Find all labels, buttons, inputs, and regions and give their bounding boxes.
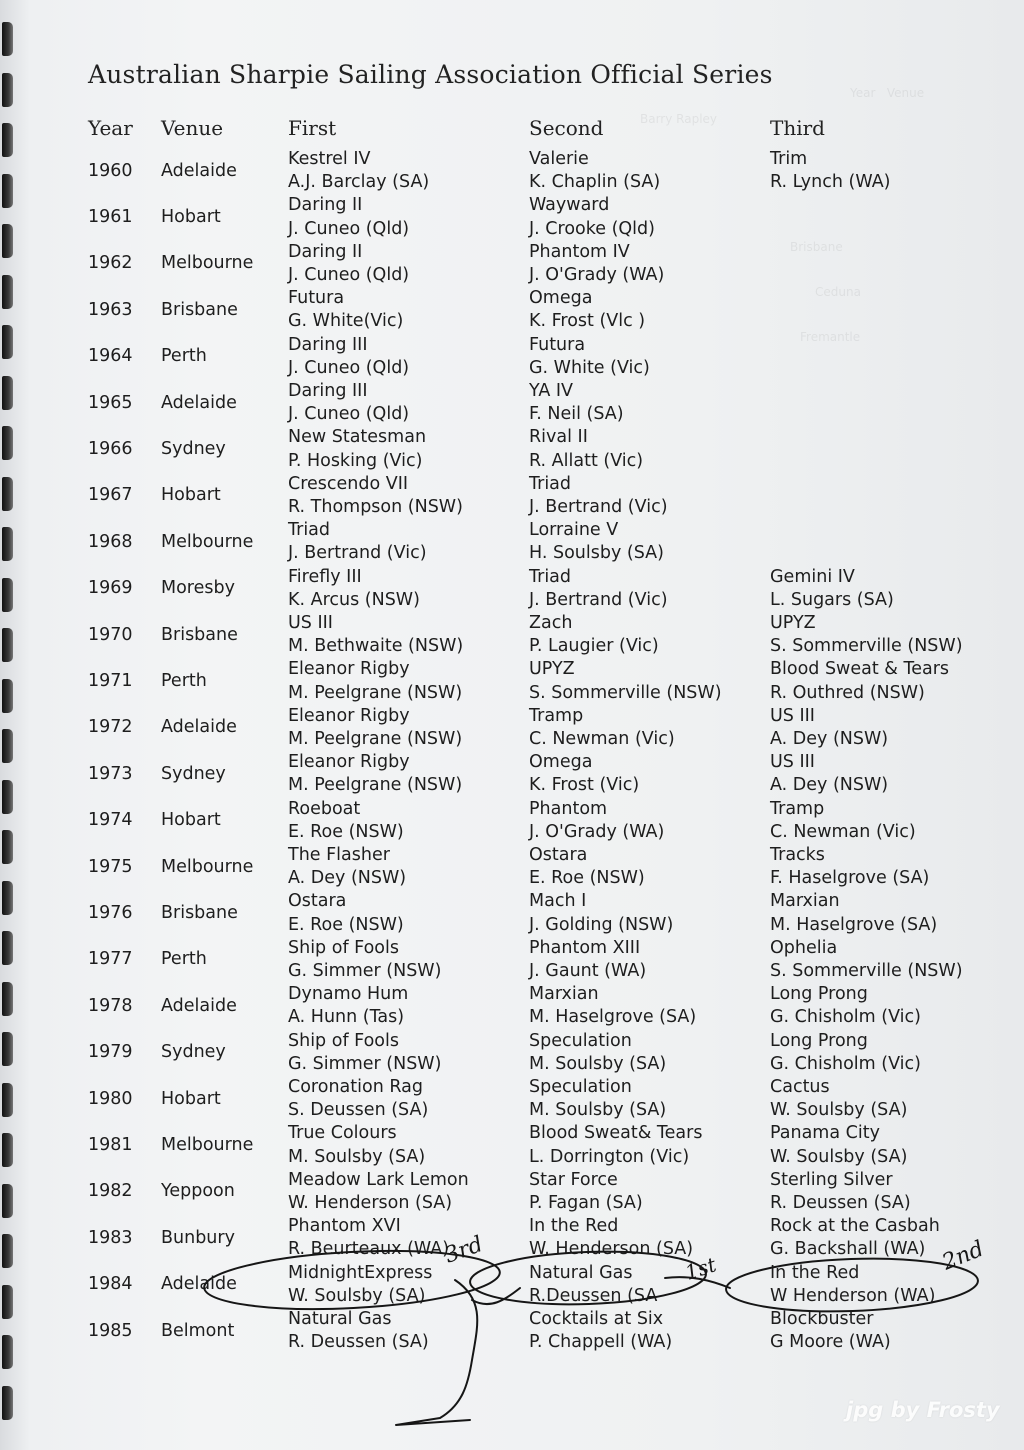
cell-third-skipper: G. Chisholm (Vic) <box>770 1053 921 1074</box>
cell-year: 1980 <box>88 1088 133 1109</box>
mark-third-circle: 2nd <box>938 1236 988 1276</box>
header-third: Third <box>770 116 825 140</box>
cell-first-boat: The Flasher <box>288 845 390 865</box>
cell-second-boat: Speculation <box>529 1030 632 1051</box>
cell-first-boat: Ostara <box>288 891 347 912</box>
cell-third-skipper: S. Sommerville (NSW) <box>770 636 963 657</box>
cell-first-skipper: A. Dey (NSW) <box>288 868 407 889</box>
cell-venue: Perth <box>161 949 207 970</box>
cell-third-skipper: R. Deussen (SA) <box>770 1192 911 1213</box>
cell-second-boat: UPYZ <box>529 659 575 680</box>
cell-first-boat: Eleanor Rigby <box>288 705 410 726</box>
cell-second-skipper: M. Soulsby (SA) <box>529 1100 667 1121</box>
cell-third-boat: Long Prong <box>770 1030 868 1051</box>
cell-third-boat: Cactus <box>770 1077 830 1097</box>
cell-first-boat: Futura <box>288 288 345 309</box>
cell-second-boat: Phantom XIII <box>529 937 641 958</box>
cell-first-skipper: E. Roe (NSW) <box>288 821 404 842</box>
cell-year: 1981 <box>88 1134 133 1155</box>
cell-third-boat: Tracks <box>770 845 825 865</box>
cell-second-skipper: R. Allatt (Vic) <box>529 450 644 471</box>
cell-third-boat: Sterling Silver <box>770 1169 893 1190</box>
cell-second-skipper: W. Henderson (SA) <box>529 1239 694 1260</box>
cell-second-skipper: K. Frost (Vic) <box>529 775 640 796</box>
cell-third-skipper: S. Sommerville (NSW) <box>770 960 963 981</box>
cell-year: 1970 <box>88 624 133 645</box>
cell-year: 1960 <box>88 160 133 181</box>
cell-second-skipper: J. O'Grady (WA) <box>529 264 665 285</box>
cell-second-skipper: M. Haselgrove (SA) <box>529 1007 697 1028</box>
cell-third-boat: Ophelia <box>770 937 838 958</box>
cell-second-boat: Phantom IV <box>529 241 630 262</box>
cell-third-boat: Blood Sweat & Tears <box>770 659 950 680</box>
cell-third-boat: Blockbuster <box>770 1309 874 1329</box>
cell-first-skipper: G. White(Vic) <box>288 311 404 332</box>
cell-year: 1984 <box>88 1274 133 1295</box>
cell-year: 1972 <box>88 717 133 738</box>
cell-third-skipper: C. Newman (Vic) <box>770 821 916 842</box>
cell-year: 1975 <box>88 856 133 877</box>
cell-second-boat: Wayward <box>529 195 610 216</box>
cell-year: 1966 <box>88 438 133 459</box>
cell-third-skipper: R. Outhred (NSW) <box>770 682 925 703</box>
cell-first-skipper: A.J. Barclay (SA) <box>288 172 430 193</box>
cell-first-skipper: M. Soulsby (SA) <box>288 1146 426 1167</box>
cell-first-skipper: M. Peelgrane (NSW) <box>288 682 463 703</box>
cell-first-boat: Natural Gas <box>288 1309 392 1329</box>
cell-first-boat: Crescendo VII <box>288 473 409 494</box>
cell-third-skipper: G. Backshall (WA) <box>770 1239 926 1260</box>
cell-year: 1965 <box>88 392 133 413</box>
cell-second-skipper: S. Sommerville (NSW) <box>529 682 722 703</box>
cell-venue: Adelaide <box>161 160 237 181</box>
cell-second-skipper: L. Dorrington (Vic) <box>529 1146 690 1167</box>
cell-first-boat: Triad <box>288 520 331 541</box>
cell-first-boat: Phantom XVI <box>288 1216 401 1237</box>
cell-venue: Moresby <box>161 578 235 599</box>
cell-second-boat: Futura <box>529 334 586 355</box>
cell-second-boat: Rival II <box>529 427 588 448</box>
cell-venue: Sydney <box>161 438 226 459</box>
show-through-text: Ceduna <box>815 285 861 299</box>
cell-first-boat: MidnightExpress <box>288 1262 433 1283</box>
cell-venue: Hobart <box>161 206 221 227</box>
cell-venue: Bunbury <box>161 1227 235 1248</box>
cell-first-skipper: M. Peelgrane (NSW) <box>288 775 463 796</box>
cell-second-boat: Mach I <box>529 891 587 912</box>
cell-third-boat: Trim <box>770 149 808 169</box>
cell-venue: Sydney <box>161 763 226 784</box>
cell-third-boat: US III <box>770 705 815 726</box>
cell-first-skipper: R. Beurteaux (WA) <box>288 1239 450 1260</box>
cell-second-skipper: E. Roe (NSW) <box>529 868 645 889</box>
cell-first-skipper: M. Bethwaite (NSW) <box>288 636 464 657</box>
cell-second-boat: Omega <box>529 752 593 773</box>
connector-arrow-line <box>396 1280 477 1425</box>
cell-second-boat: In the Red <box>529 1216 619 1237</box>
cell-venue: Adelaide <box>161 995 237 1016</box>
cell-first-skipper: G. Simmer (NSW) <box>288 960 442 981</box>
cell-third-skipper: A. Dey (NSW) <box>770 728 889 749</box>
cell-second-skipper: C. Newman (Vic) <box>529 728 675 749</box>
cell-second-boat: Triad <box>529 566 572 587</box>
cell-third-boat: Long Prong <box>770 984 868 1005</box>
cell-first-skipper: J. Cuneo (Qld) <box>288 264 410 285</box>
cell-year: 1969 <box>88 578 133 599</box>
cell-first-skipper: K. Arcus (NSW) <box>288 589 420 610</box>
cell-first-boat: Roeboat <box>288 798 361 819</box>
cell-year: 1962 <box>88 253 133 274</box>
cell-second-skipper: P. Laugier (Vic) <box>529 636 659 657</box>
cell-second-boat: Ostara <box>529 845 588 865</box>
cell-year: 1973 <box>88 763 133 784</box>
cell-second-boat: Star Force <box>529 1169 618 1190</box>
cell-third-skipper: R. Lynch (WA) <box>770 172 891 193</box>
cell-venue: Adelaide <box>161 392 237 413</box>
cell-third-skipper: A. Dey (NSW) <box>770 775 889 796</box>
cell-venue: Melbourne <box>161 253 254 274</box>
cell-venue: Adelaide <box>161 1274 237 1295</box>
cell-first-skipper: G. Simmer (NSW) <box>288 1053 442 1074</box>
cell-third-boat: Tramp <box>770 798 825 819</box>
cell-year: 1963 <box>88 299 133 320</box>
cell-year: 1964 <box>88 346 133 367</box>
cell-third-skipper: G Moore (WA) <box>770 1332 891 1353</box>
cell-first-boat: Daring III <box>288 334 368 355</box>
cell-third-boat: US III <box>770 752 815 773</box>
cell-second-boat: Lorraine V <box>529 520 619 541</box>
cell-second-boat: Speculation <box>529 1077 632 1097</box>
cell-third-boat: Panama City <box>770 1123 880 1144</box>
page-title: Australian Sharpie Sailing Association Official Series <box>88 60 773 89</box>
cell-first-boat: Ship of Fools <box>288 937 399 958</box>
cell-venue: Melbourne <box>161 856 254 877</box>
cell-year: 1961 <box>88 206 133 227</box>
cell-first-skipper: S. Deussen (SA) <box>288 1100 429 1121</box>
cell-year: 1977 <box>88 949 133 970</box>
cell-third-boat: Gemini IV <box>770 566 855 587</box>
show-through-text: Barry Rapley <box>640 112 718 126</box>
cell-second-skipper: P. Fagan (SA) <box>529 1192 643 1213</box>
cell-third-skipper: W Henderson (WA) <box>770 1285 936 1306</box>
cell-first-boat: Kestrel IV <box>288 149 371 169</box>
cell-venue: Belmont <box>161 1320 235 1341</box>
cell-year: 1985 <box>88 1320 133 1341</box>
mark-first-circle: 3rd <box>441 1231 487 1269</box>
cell-third-boat: Marxian <box>770 891 840 912</box>
cell-first-boat: Coronation Rag <box>288 1077 423 1097</box>
cell-second-skipper: G. White (Vic) <box>529 357 650 378</box>
cell-venue: Brisbane <box>161 624 238 645</box>
cell-third-skipper: W. Soulsby (SA) <box>770 1100 908 1121</box>
cell-second-boat: Natural Gas <box>529 1262 633 1283</box>
cell-venue: Melbourne <box>161 1134 254 1155</box>
cell-second-boat: Triad <box>529 473 572 494</box>
cell-year: 1971 <box>88 670 133 691</box>
cell-first-boat: Daring II <box>288 241 363 262</box>
mark-second-circle: 1st <box>682 1252 720 1285</box>
cell-second-skipper: J. Bertrand (Vic) <box>529 496 668 517</box>
cell-third-skipper: G. Chisholm (Vic) <box>770 1007 921 1028</box>
cell-first-boat: New Statesman <box>288 427 427 448</box>
cell-year: 1978 <box>88 995 133 1016</box>
cell-venue: Perth <box>161 670 207 691</box>
cell-year: 1979 <box>88 1042 133 1063</box>
cell-first-skipper: R. Thompson (NSW) <box>288 496 463 517</box>
cell-second-boat: Omega <box>529 288 593 309</box>
cell-third-skipper: F. Haselgrove (SA) <box>770 868 930 889</box>
cell-first-skipper: J. Bertrand (Vic) <box>288 543 427 564</box>
cell-second-skipper: J. Golding (NSW) <box>529 914 674 935</box>
cell-venue: Sydney <box>161 1042 226 1063</box>
cell-second-skipper: K. Frost (Vlc ) <box>529 311 646 332</box>
header-venue: Venue <box>161 116 224 140</box>
cell-venue: Brisbane <box>161 299 238 320</box>
cell-second-boat: Marxian <box>529 984 599 1005</box>
header-year: Year <box>88 116 133 140</box>
cell-year: 1974 <box>88 810 133 831</box>
cell-second-boat: Blood Sweat& Tears <box>529 1123 703 1144</box>
cell-first-skipper: J. Cuneo (Qld) <box>288 404 410 425</box>
cell-second-boat: Zach <box>529 613 573 633</box>
cell-second-skipper: H. Soulsby (SA) <box>529 543 664 564</box>
cell-venue: Hobart <box>161 1088 221 1109</box>
header-second: Second <box>529 116 604 140</box>
cell-third-boat: In the Red <box>770 1262 860 1283</box>
watermark: jpg by Frosty <box>846 1398 1000 1422</box>
show-through-text: Year Venue <box>850 86 925 100</box>
cell-first-skipper: M. Peelgrane (NSW) <box>288 728 463 749</box>
cell-first-skipper: W. Soulsby (SA) <box>288 1285 426 1306</box>
cell-second-skipper: J. Bertrand (Vic) <box>529 589 668 610</box>
connector-tail <box>472 1288 520 1304</box>
cell-second-skipper: J. Gaunt (WA) <box>529 960 647 981</box>
cell-year: 1982 <box>88 1181 133 1202</box>
cell-first-boat: Daring II <box>288 195 363 216</box>
cell-first-skipper: E. Roe (NSW) <box>288 914 404 935</box>
cell-second-boat: Tramp <box>529 705 584 726</box>
circle-third-1984 <box>725 1255 979 1316</box>
cell-year: 1983 <box>88 1227 133 1248</box>
cell-first-boat: US III <box>288 613 333 633</box>
cell-year: 1968 <box>88 531 133 552</box>
cell-first-boat: Meadow Lark Lemon <box>288 1169 469 1190</box>
cell-third-boat: UPYZ <box>770 613 816 633</box>
cell-first-boat: Firefly III <box>288 566 362 587</box>
cell-venue: Yeppoon <box>161 1181 235 1202</box>
cell-first-boat: True Colours <box>288 1123 397 1144</box>
cell-second-skipper: J. Crooke (Qld) <box>529 218 655 239</box>
cell-first-boat: Eleanor Rigby <box>288 659 410 680</box>
cell-first-boat: Dynamo Hum <box>288 984 409 1005</box>
cell-first-skipper: P. Hosking (Vic) <box>288 450 423 471</box>
cell-second-skipper: R.Deussen (SA <box>529 1285 658 1306</box>
cell-venue: Brisbane <box>161 902 238 923</box>
cell-first-skipper: A. Hunn (Tas) <box>288 1007 405 1028</box>
cell-venue: Perth <box>161 346 207 367</box>
cell-venue: Adelaide <box>161 717 237 738</box>
cell-first-boat: Daring III <box>288 381 368 401</box>
cell-third-skipper: W. Soulsby (SA) <box>770 1146 908 1167</box>
cell-venue: Melbourne <box>161 531 254 552</box>
header-first: First <box>288 116 337 140</box>
cell-first-skipper: J. Cuneo (Qld) <box>288 218 410 239</box>
cell-year: 1967 <box>88 485 133 506</box>
cell-second-skipper: F. Neil (SA) <box>529 404 624 425</box>
cell-second-boat: Cocktails at Six <box>529 1309 664 1329</box>
cell-second-boat: Phantom <box>529 798 608 819</box>
show-through-text: Brisbane <box>790 240 843 254</box>
cell-third-skipper: M. Haselgrove (SA) <box>770 914 938 935</box>
show-through-text: Fremantle <box>800 330 861 344</box>
cell-venue: Hobart <box>161 485 221 506</box>
cell-third-skipper: L. Sugars (SA) <box>770 589 894 610</box>
cell-second-skipper: M. Soulsby (SA) <box>529 1053 667 1074</box>
cell-second-skipper: P. Chappell (WA) <box>529 1332 673 1353</box>
cell-year: 1976 <box>88 902 133 923</box>
cell-second-boat: YA IV <box>529 381 573 401</box>
cell-first-skipper: R. Deussen (SA) <box>288 1332 429 1353</box>
cell-third-boat: Rock at the Casbah <box>770 1216 940 1237</box>
cell-first-skipper: J. Cuneo (Qld) <box>288 357 410 378</box>
cell-second-skipper: J. O'Grady (WA) <box>529 821 665 842</box>
cell-first-boat: Ship of Fools <box>288 1030 399 1051</box>
cell-first-skipper: W. Henderson (SA) <box>288 1192 453 1213</box>
cell-second-skipper: K. Chaplin (SA) <box>529 172 661 193</box>
cell-first-boat: Eleanor Rigby <box>288 752 410 773</box>
cell-second-boat: Valerie <box>529 149 589 169</box>
cell-venue: Hobart <box>161 810 221 831</box>
